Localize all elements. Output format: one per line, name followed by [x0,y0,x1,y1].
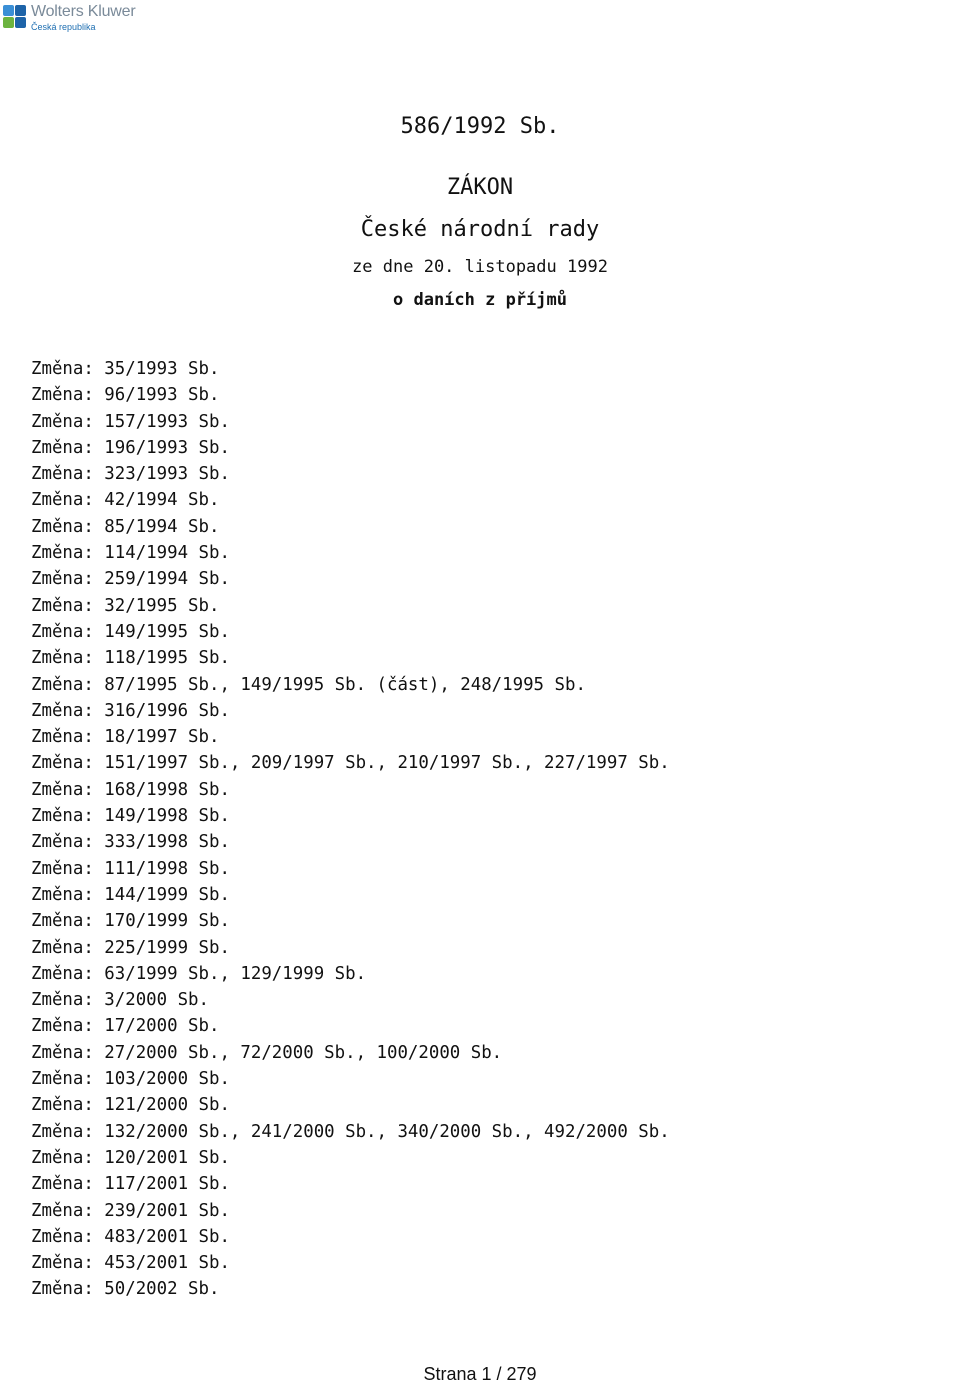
amendment-item: Změna: 63/1999 Sb., 129/1999 Sb. [31,963,367,984]
amendment-item: Změna: 35/1993 Sb. [31,359,220,379]
document-number: 586/1992 Sb. [400,114,560,139]
amendment-item: Změna: 149/1998 Sb. [31,806,230,827]
amendment-item: Změna: 453/2001 Sb. [31,1253,230,1274]
amendment-item: Změna: 111/1998 Sb. [31,858,230,879]
amendment-item: Změna: 42/1994 Sb. [31,490,220,511]
amendment-item: Změna: 225/1999 Sb. [31,937,230,958]
amendment-item: Změna: 157/1993 Sb. [31,411,230,432]
amendment-item: Změna: 144/1999 Sb. [31,884,230,905]
amendment-item: Změna: 103/2000 Sb. [31,1069,230,1090]
date-line: ze dne 20. listopadu 1992 [352,257,608,277]
amendment-item: Změna: 239/2001 Sb. [31,1200,230,1221]
amendment-item: Změna: 120/2001 Sb. [31,1147,230,1168]
amendment-item: Změna: 114/1994 Sb. [31,543,230,564]
amendment-item: Změna: 18/1997 Sb. [31,727,220,748]
amendment-item: Změna: 17/2000 Sb. [31,1016,220,1037]
publisher-logo [3,4,136,32]
wolters-kluwer-logo-icon [3,5,27,29]
amendment-item: Změna: 132/2000 Sb., 241/2000 Sb., 340/2000 Sb., 492/2000 Sb. [31,1121,670,1142]
logo-brand-name: Wolters Kluwer [31,3,136,20]
page-number-footer: Strana 1 / 279 [423,1364,537,1384]
amendment-item: Změna: 151/1997 Sb., 209/1997 Sb., 210/1997 Sb., 227/1997 Sb. [31,753,670,774]
amendment-item: Změna: 118/1995 Sb. [31,648,230,669]
act-subject: o daních z příjmů [393,290,567,310]
amendment-item: Změna: 149/1995 Sb. [31,621,230,642]
amendment-item: Změna: 259/1994 Sb. [31,569,230,590]
amendment-item: Změna: 3/2000 Sb. [31,990,209,1011]
amendment-item: Změna: 87/1995 Sb., 149/1995 Sb. (část), 248/1995 Sb. [31,674,586,695]
amendment-item: Změna: 32/1995 Sb. [31,595,220,616]
amendment-item: Změna: 170/1999 Sb. [31,911,230,932]
amendment-item: Změna: 96/1993 Sb. [31,385,220,406]
issuer-heading: České národní rady [360,217,600,242]
amendment-item: Změna: 85/1994 Sb. [31,516,220,537]
amendment-item: Změna: 168/1998 Sb. [31,779,230,800]
amendment-item: Změna: 27/2000 Sb., 72/2000 Sb., 100/2000 Sb. [31,1042,503,1063]
amendment-item: Změna: 50/2002 Sb. [31,1279,220,1300]
amendment-item: Změna: 323/1993 Sb. [31,464,230,485]
amendment-item: Změna: 121/2000 Sb. [31,1095,230,1116]
amendment-list [31,356,670,1303]
act-type-heading: ZÁKON [446,175,514,200]
amendment-item: Změna: 333/1998 Sb. [31,832,230,853]
amendment-item: Změna: 483/2001 Sb. [31,1226,230,1247]
amendment-item: Změna: 316/1996 Sb. [31,700,230,721]
amendment-item: Změna: 117/2001 Sb. [31,1174,230,1195]
amendment-item: Změna: 196/1993 Sb. [31,437,230,458]
logo-subtitle: Česká republika [31,22,96,32]
